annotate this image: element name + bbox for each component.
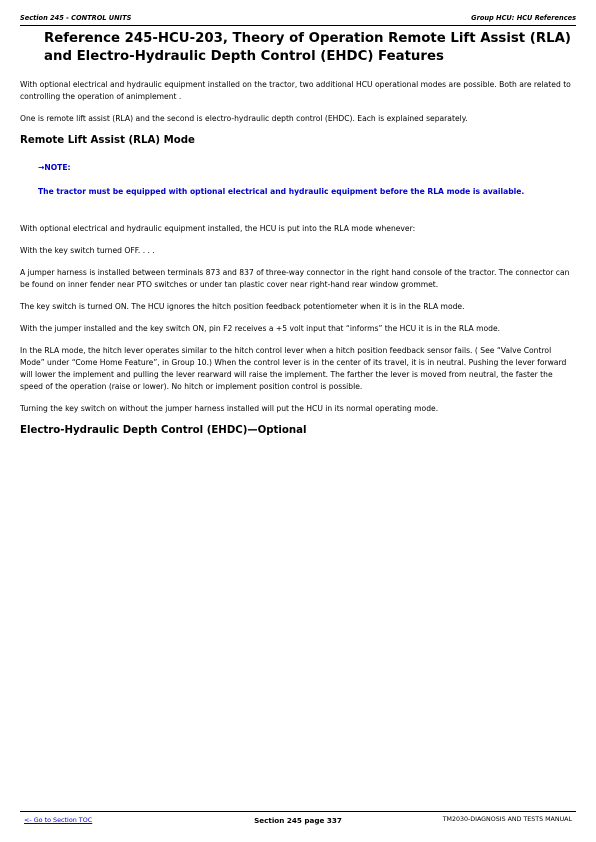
note-label: →NOTE: [38, 163, 71, 172]
note-text: The tractor must be equipped with optional electrical and hydraulic equipment before the RLA mode is available. [38, 186, 525, 196]
ehdc-section-heading: Electro-Hydraulic Depth Control (EHDC)—Optional [20, 425, 307, 436]
document-body [20, 79, 576, 452]
footer-manual-name: TM2030-DIAGNOSIS AND TESTS MANUAL [442, 816, 572, 823]
rla-paragraph: With the jumper installed and the key switch ON, pin F2 receives a +5 volt input that “informs” the HCU it is in the RLA mode. [20, 324, 501, 333]
page-title: Reference 245-HCU-203, Theory of Operation Remote Lift Assist (RLA) and Electro-Hydraulic Depth Control (EHDC) Features [44, 31, 571, 64]
rla-paragraph: Turning the key switch on without the jumper harness installed will put the HCU in its normal operating mode. [20, 404, 439, 413]
note-box [38, 162, 576, 197]
rla-paragraph: With the key switch turned OFF. . . . [20, 246, 155, 255]
rla-paragraph: With optional electrical and hydraulic equipment installed, the HCU is put into the RLA mode whenever: [20, 224, 416, 233]
intro-paragraph: With optional electrical and hydraulic equipment installed on the tractor, two additional HCU operational modes are possible. Both are related to controlling the operation of animplement . [20, 80, 571, 101]
intro-paragraph: One is remote lift assist (RLA) and the second is electro-hydraulic depth control (EHDC). Each is explained separately. [20, 114, 468, 123]
rla-section-heading: Remote Lift Assist (RLA) Mode [20, 135, 195, 146]
rla-paragraph: A jumper harness is installed between terminals 873 and 837 of three-way connector in the right hand console of the tractor. The connector can be found on inner fender near PTO switches or under tan plastic cover near right-hand rear window grommet. [20, 268, 570, 289]
footer-divider [20, 811, 576, 812]
footer-page-number: Section 245 page 337 [254, 816, 342, 825]
go-to-section-toc-link[interactable]: <- Go to Section TOC [24, 816, 93, 824]
header-section: Section 245 - CONTROL UNITS [20, 14, 132, 22]
header-group: Group HCU: HCU References [471, 14, 576, 22]
rla-paragraph: The key switch is turned ON. The HCU ignores the hitch position feedback potentiometer when it is in the RLA mode. [20, 302, 465, 311]
page-header [20, 14, 576, 22]
header-divider [20, 25, 576, 26]
rla-paragraph: In the RLA mode, the hitch lever operates similar to the hitch control lever when a hitch position feedback sensor fails. ( See “Valve Control Mode” under “Come Home Feature”, in Group 10.) When the control lever is in the center of its travel, it is in neutral. Pushing the lever forward will lower the implement and pulling the lever rearward will raise the implement. The farther the lever is moved from neutral, the faster the speed of the operation (raise or lower). No hitch or implement position control is possible. [20, 346, 567, 391]
